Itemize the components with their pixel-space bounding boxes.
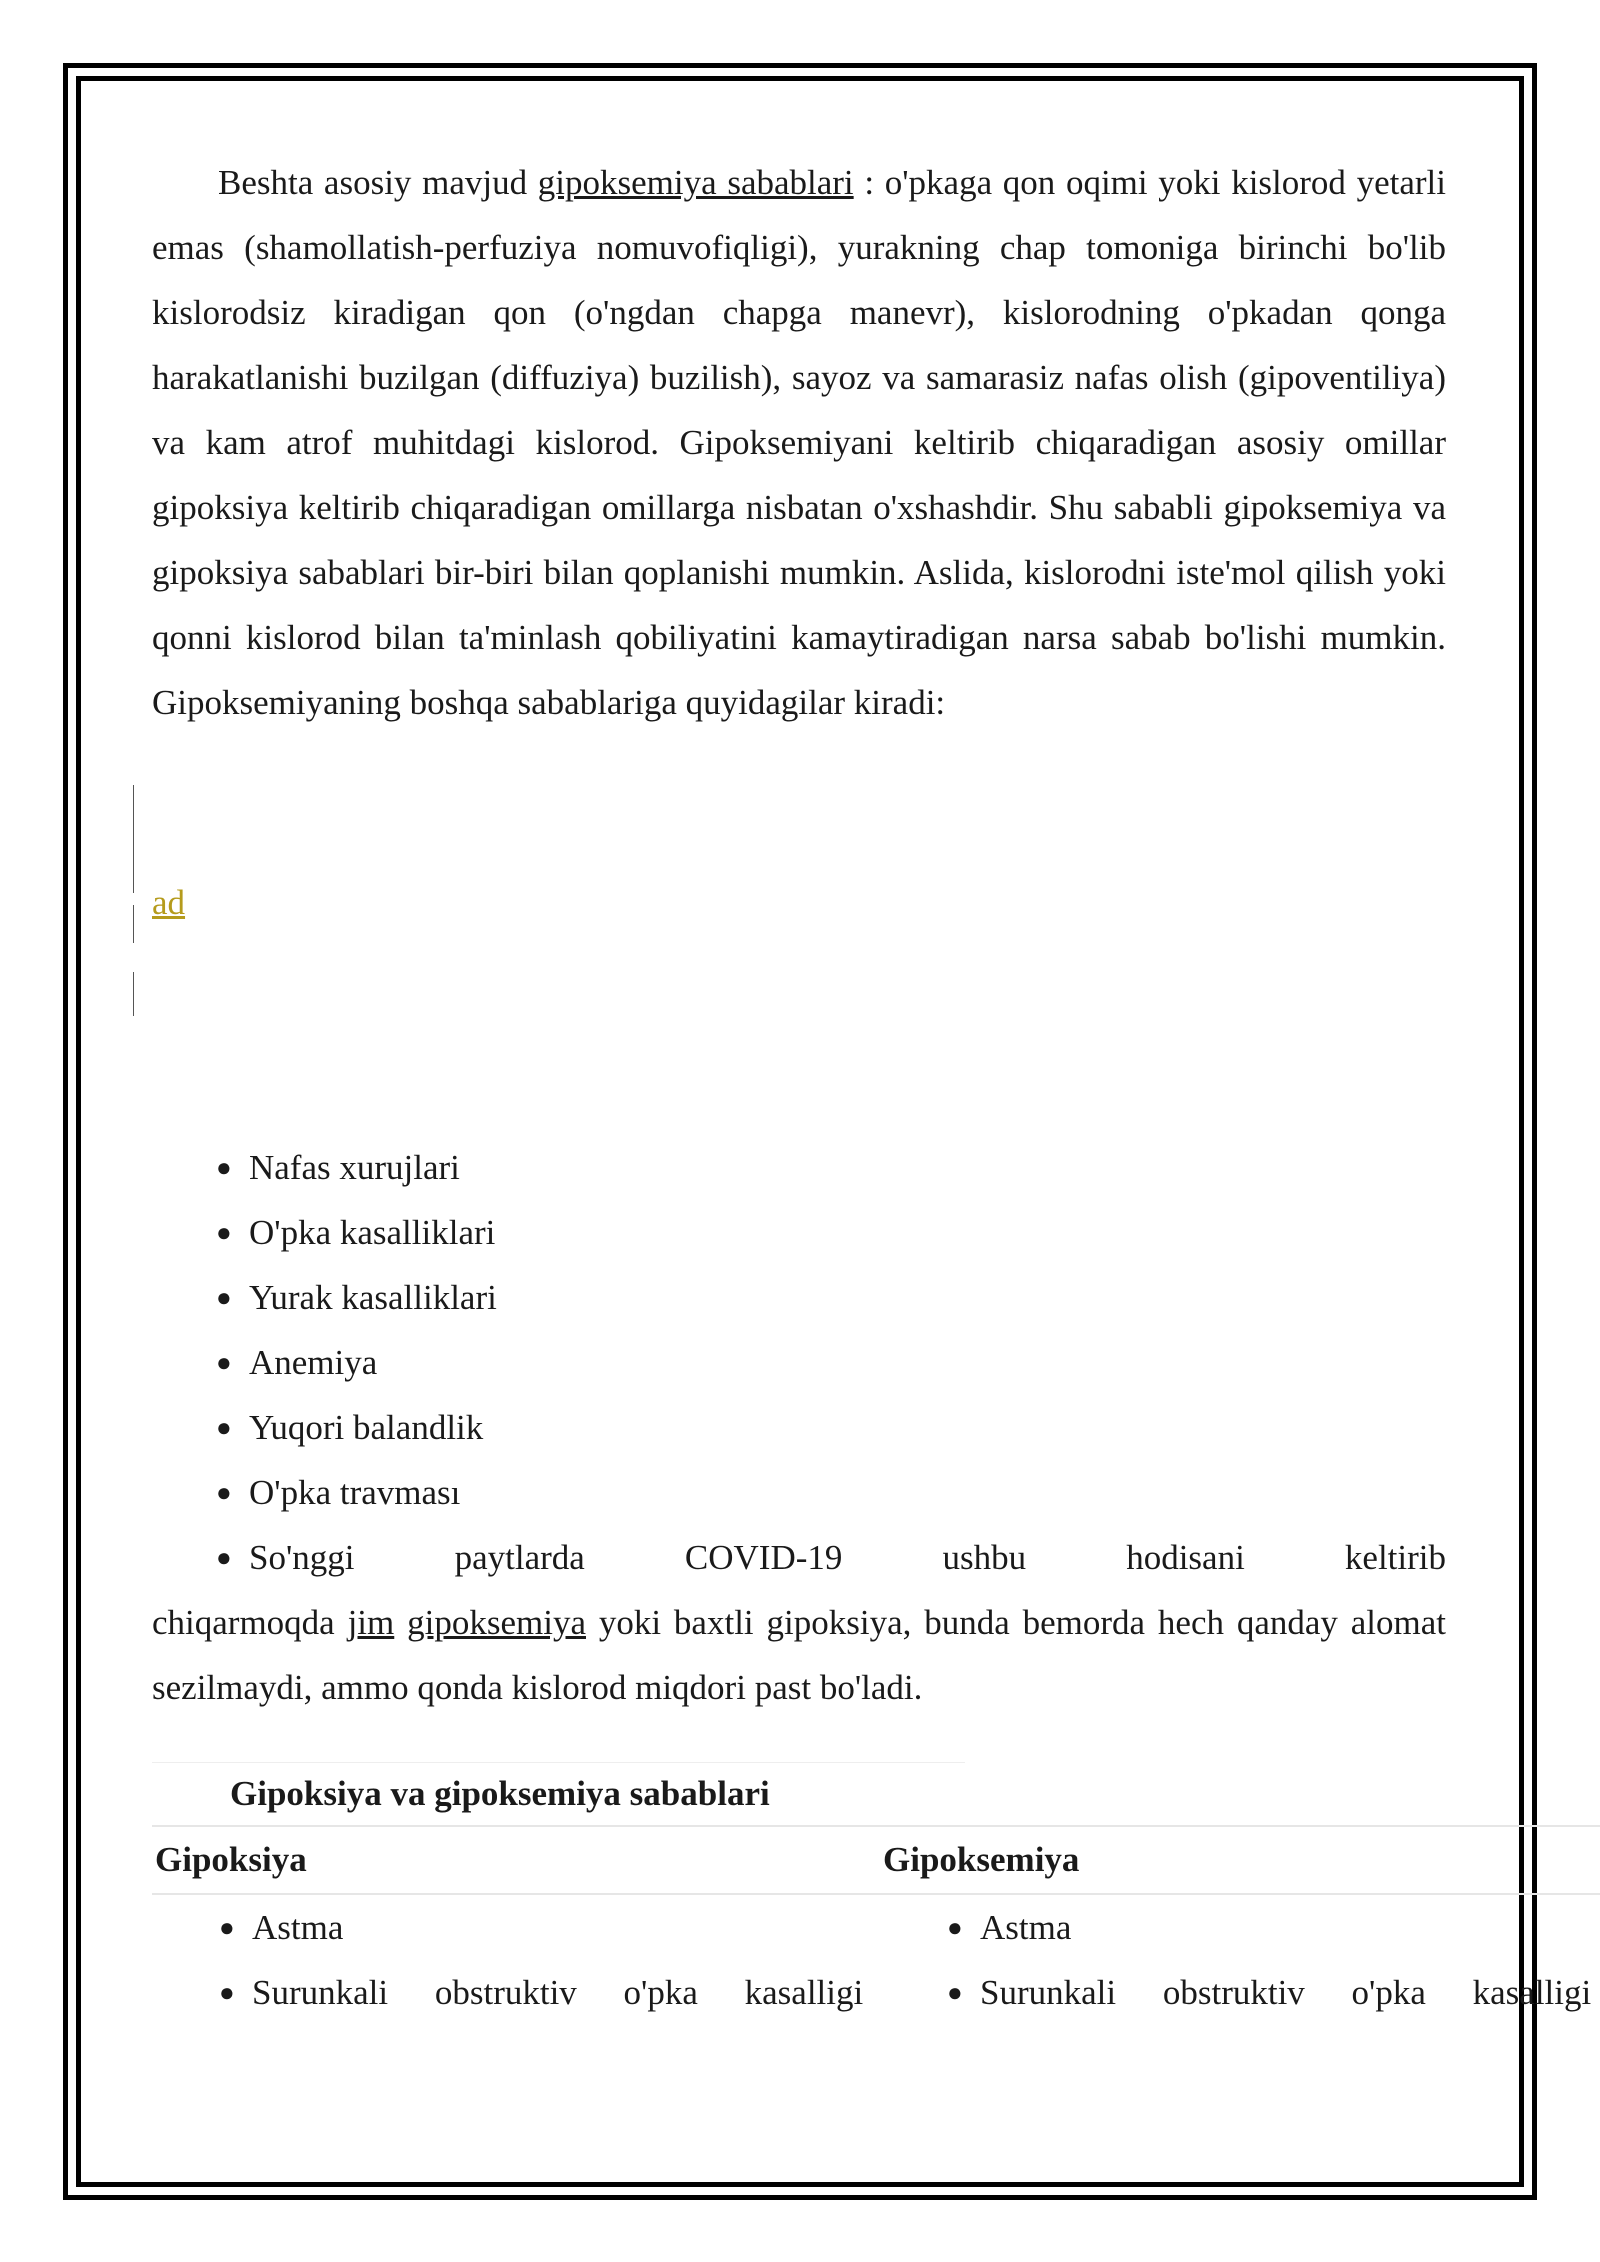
document-body — [152, 150, 1592, 2025]
bullet-icon: ● — [216, 1543, 232, 1572]
bullet-icon: ● — [216, 1283, 232, 1312]
table-header-row — [152, 1827, 1600, 1895]
ad-link[interactable]: ad — [152, 883, 186, 922]
list-item: ● Astma — [883, 1895, 1600, 1960]
hypoxemia-link[interactable]: gipoksemiya — [407, 1603, 586, 1642]
table-row — [152, 1895, 1600, 2025]
ad-divider — [133, 972, 134, 1016]
bullet-icon: ● — [947, 1978, 963, 2007]
table-title: Gipoksiya va gipoksemiya sabablari — [152, 1762, 965, 1825]
bullet-icon: ● — [216, 1218, 232, 1247]
intro-text-start: Beshta asosiy mavjud — [218, 163, 538, 202]
list-item: ● Surunkali obstruktiv o'pka kasalligi — [155, 1960, 880, 2025]
list-item: ● Anemiya — [152, 1330, 1446, 1395]
ad-divider — [133, 785, 134, 893]
intro-paragraph — [152, 150, 1446, 735]
bullet-icon: ● — [216, 1153, 232, 1182]
bullet-icon: ● — [219, 1978, 235, 2007]
list-item: ● O'pka kasalliklari — [152, 1200, 1446, 1265]
list-item: ● Astma — [155, 1895, 880, 1960]
bullet-icon: ● — [947, 1913, 963, 1942]
bullet-icon: ● — [216, 1348, 232, 1377]
table-cell-hypoxemia — [880, 1895, 1600, 2025]
silent-link[interactable]: jim — [347, 1603, 395, 1642]
list-item: ● O'pka travması — [152, 1460, 1446, 1525]
ad-divider — [133, 905, 134, 943]
causes-list — [152, 1135, 1446, 1525]
bullet-icon: ● — [216, 1478, 232, 1507]
table-cell-hypoxia — [152, 1895, 880, 2025]
ad-container — [152, 735, 1446, 1135]
list-item: ● Nafas xurujlari — [152, 1135, 1446, 1200]
intro-text-rest: : o'pkaga qon oqimi yoki kislorod yetarli emas (shamollatish-perfuziya nomuvofiqligi), yurakning chap tomoniga birinchi bo'lib kislorodsiz kiradigan qon (o'ngdan chapga manevr), kislorodning o'pkadan qonga harakatlanishi buzilgan (diffuziya) buzilish), sayoz va samarasiz nafas olish (gipoventiliya) va kam atrof muhitdagi kislorod. Gipoksemiyani keltirib chiqaradigan asosiy omillar gipoksiya keltirib chiqaradigan omillarga nisbatan o'xshashdir. Shu sababli gipoksemiya va gipoksiya sabablari bir-biri bilan qoplanishi mumkin. Aslida, kislorodni iste'mol qilish yoki qonni kislorod bilan ta'minlash qobiliyatini kamaytiradigan narsa sabab bo'lishi mumkin. Gipoksemiyaning boshqa sabablariga quyidagilar kiradi: — [152, 163, 1446, 722]
list-item-covid — [152, 1525, 1446, 1590]
list-item: ● Yuqori balandlik — [152, 1395, 1446, 1460]
list-item: ● Yurak kasalliklari — [152, 1265, 1446, 1330]
bullet-icon: ● — [216, 1413, 232, 1442]
table-header-hypoxemia: Gipoksemiya — [883, 1840, 1080, 1879]
bullet-icon: ● — [219, 1913, 235, 1942]
list-item: ● Surunkali obstruktiv o'pka kasalligi — [883, 1960, 1600, 2025]
covid-paragraph: chiqarmoqda jim gipoksemiya yoki baxtli gipoksiya, bunda bemorda hech qanday alomat sezilmaydi, ammo qonda kislorod miqdori past bo'ladi. — [152, 1603, 1446, 1707]
table-header-hypoxia: Gipoksiya — [155, 1840, 307, 1879]
causes-table — [152, 1825, 1600, 2025]
covid-text-line: So'nggi paytlarda COVID-19 ushbu hodisani keltirib — [249, 1538, 1446, 1577]
causes-link[interactable]: gipoksemiya sabablari — [537, 163, 854, 202]
